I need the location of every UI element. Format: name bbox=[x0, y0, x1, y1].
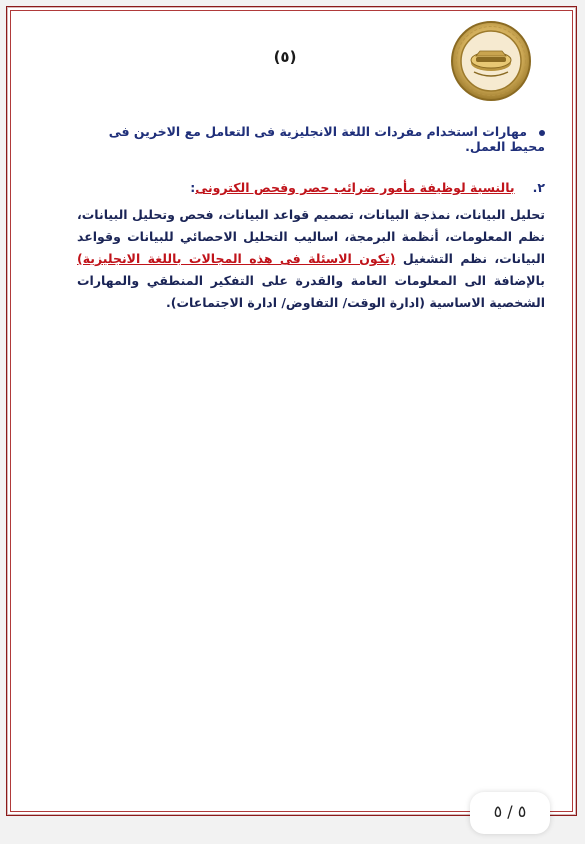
section-title: بالنسبة لوظيفة مأمور ضرائب حصر وفحص الكترونى bbox=[195, 180, 515, 195]
ministry-seal-logo bbox=[450, 20, 532, 102]
paragraph-text-1: تحليل البيانات، نمذجة البيانات، تصميم قواعد البيانات، فحص وتحليل البيانات، نظم المعلومات، أنظمة البرمجة، اساليب التحليل الاحصائي للبيانات وقواعد البيانات، نظم التشغيل bbox=[77, 207, 546, 266]
section-colon: : bbox=[190, 180, 196, 195]
section-paragraph bbox=[77, 204, 545, 314]
paragraph-text-2: بالإضافة الى المعلومات العامة والقدرة على التفكير المنطقي والمهارات الشخصية الاساسية (ادارة الوقت/ التفاوض/ ادارة الاجتماعات). bbox=[77, 273, 545, 310]
section-heading bbox=[75, 180, 545, 195]
bullet-dot-icon bbox=[539, 130, 545, 136]
page-indicator: ٥ / ٥ bbox=[493, 802, 527, 821]
header-page-number: (٥) bbox=[273, 48, 297, 66]
section-number: ٢. bbox=[532, 180, 545, 195]
bullet-text: مهارات استخدام مفردات اللغة الانجليزية فى التعامل مع الاخرين فى محيط العمل. bbox=[108, 124, 545, 154]
paragraph-highlight: (تكون الاسئلة فى هذه المجالات باللغة الانجليزية) bbox=[77, 251, 396, 266]
bullet-item bbox=[75, 124, 545, 154]
